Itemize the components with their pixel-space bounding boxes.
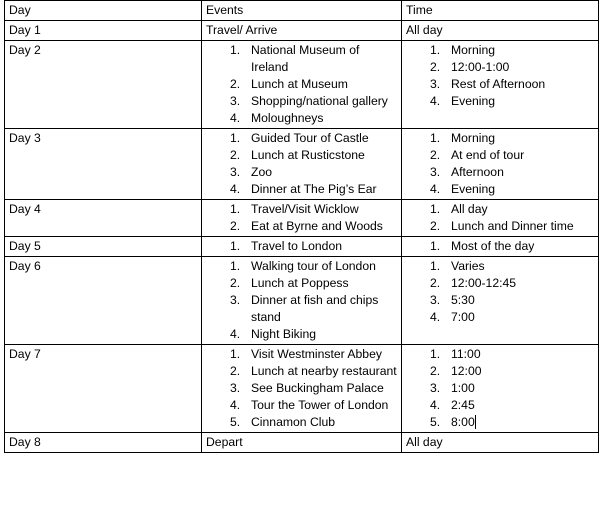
list-item: 4. Dinner at The Pig’s Ear — [230, 182, 377, 196]
time-cell — [402, 257, 599, 345]
list-item: 2. 12:00-1:00 — [430, 60, 510, 74]
table-row — [5, 345, 599, 433]
text-cursor: 8:00 — [451, 415, 475, 429]
itinerary-table — [4, 0, 599, 453]
day-cell: Day 6 — [5, 257, 202, 345]
list-item: 2. Lunch and Dinner time — [430, 219, 574, 233]
events-cell: Depart — [202, 433, 402, 453]
time-cell — [402, 345, 599, 433]
list-item: 2. At end of tour — [430, 148, 525, 162]
events-list — [206, 130, 397, 198]
events-list — [206, 42, 397, 127]
list-item: 3. Dinner at fish and chips stand — [230, 293, 379, 324]
times-list — [406, 238, 594, 255]
time-cell — [402, 129, 599, 200]
list-item: 2. Lunch at Poppess — [230, 276, 349, 290]
time-cell — [402, 41, 599, 129]
table-row — [5, 21, 599, 41]
events-cell — [202, 41, 402, 129]
events-cell — [202, 257, 402, 345]
day-cell: Day 7 — [5, 345, 202, 433]
day-cell: Day 5 — [5, 237, 202, 257]
times-list — [406, 346, 594, 431]
list-item: 1. Visit Westminster Abbey — [230, 347, 382, 361]
day-cell: Day 3 — [5, 129, 202, 200]
day-cell: Day 8 — [5, 433, 202, 453]
list-item: 3. Afternoon — [430, 165, 504, 179]
time-cell: All day — [402, 433, 599, 453]
header-row — [5, 1, 599, 21]
times-list — [406, 201, 594, 235]
list-item: 1. 11:00 — [430, 347, 481, 361]
list-item: 1. Travel to London — [230, 239, 343, 253]
times-list — [406, 258, 594, 326]
events-list — [206, 346, 397, 431]
list-item: 4. 7:00 — [430, 310, 475, 324]
list-item: 1. Walking tour of London — [230, 259, 376, 273]
events-list — [206, 258, 397, 343]
list-item: 1. Travel/Visit Wicklow — [230, 202, 359, 216]
events-list — [206, 238, 397, 255]
header-day: Day — [5, 1, 202, 21]
events-cell — [202, 345, 402, 433]
list-item: 4. Evening — [430, 182, 496, 196]
list-item: 2. Lunch at Museum — [230, 77, 348, 91]
times-list — [406, 42, 594, 110]
list-item: 3. Shopping/national gallery — [230, 94, 388, 108]
events-cell — [202, 237, 402, 257]
list-item: 4. Evening — [430, 94, 496, 108]
time-cell: All day — [402, 21, 599, 41]
table-row — [5, 257, 599, 345]
list-item: 5. 8:00 — [430, 415, 475, 429]
header-events: Events — [202, 1, 402, 21]
table-row — [5, 433, 599, 453]
list-item: 1. Varies — [430, 259, 485, 273]
list-item: 3. 1:00 — [430, 381, 475, 395]
list-item: 2. Lunch at nearby restaurant — [230, 364, 397, 378]
list-item: 3. Zoo — [230, 165, 273, 179]
events-cell — [202, 129, 402, 200]
times-list — [406, 130, 594, 198]
list-item: 4. Night Biking — [230, 327, 317, 341]
events-cell — [202, 200, 402, 237]
table-row — [5, 129, 599, 200]
list-item: 1. Morning — [430, 43, 496, 57]
day-cell: Day 2 — [5, 41, 202, 129]
list-item: 1. All day — [430, 202, 488, 216]
list-item: 4. Moloughneys — [230, 111, 324, 125]
list-item: 1. Most of the day — [430, 239, 535, 253]
events-list — [206, 201, 397, 235]
list-item: 3. 5:30 — [430, 293, 475, 307]
list-item: 3. See Buckingham Palace — [230, 381, 384, 395]
list-item: 2. 12:00-12:45 — [430, 276, 517, 290]
table-row — [5, 237, 599, 257]
events-cell: Travel/ Arrive — [202, 21, 402, 41]
list-item: 2. 12:00 — [430, 364, 482, 378]
list-item: 1. National Museum of Ireland — [230, 43, 360, 74]
table-row — [5, 200, 599, 237]
list-item: 3. Rest of Afternoon — [430, 77, 546, 91]
day-cell: Day 1 — [5, 21, 202, 41]
list-item: 1. Guided Tour of Castle — [230, 131, 369, 145]
list-item: 2. Lunch at Rusticstone — [230, 148, 365, 162]
header-time: Time — [402, 1, 599, 21]
time-cell — [402, 200, 599, 237]
table-row — [5, 41, 599, 129]
list-item: 2. Eat at Byrne and Woods — [230, 219, 383, 233]
list-item: 5. Cinnamon Club — [230, 415, 336, 429]
day-cell: Day 4 — [5, 200, 202, 237]
list-item: 4. 2:45 — [430, 398, 475, 412]
time-cell — [402, 237, 599, 257]
list-item: 4. Tour the Tower of London — [230, 398, 389, 412]
list-item: 1. Morning — [430, 131, 496, 145]
